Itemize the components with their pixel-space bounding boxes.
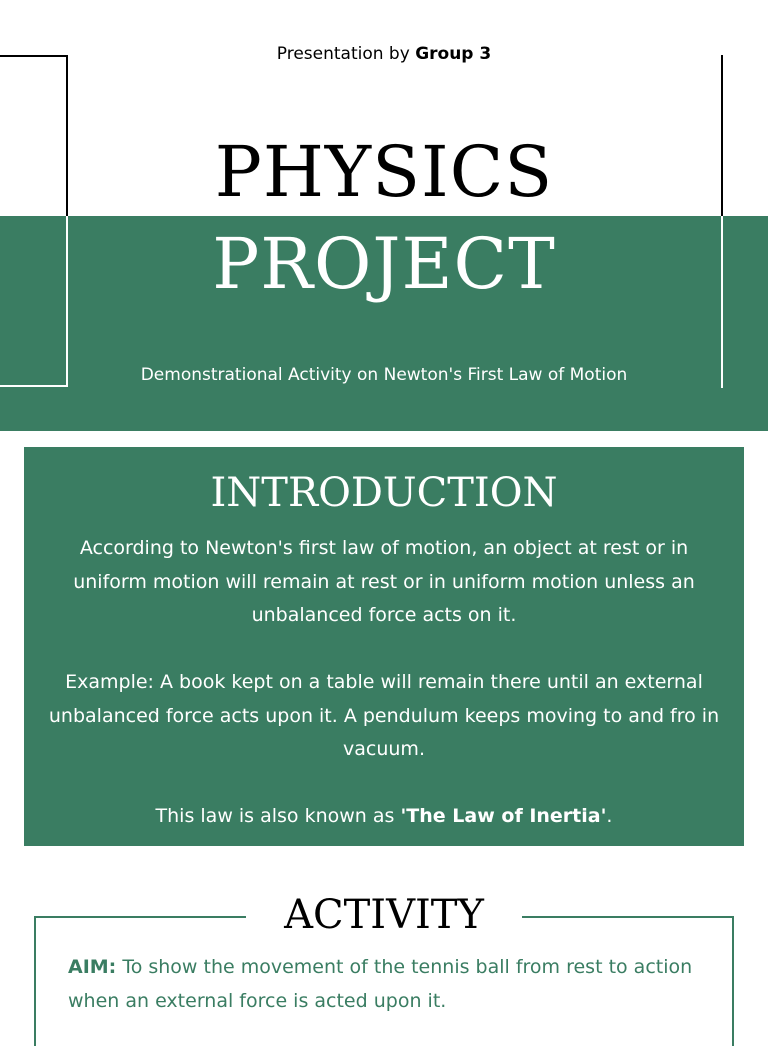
aim-label: AIM: — [68, 956, 117, 978]
introduction-paragraph-definition: According to Newton's first law of motion, an object at rest or in uniform motion will remain at rest or in uniform motion unless an unbalanced force acts on it. — [73, 537, 695, 626]
title-line-project: PROJECT — [212, 223, 556, 305]
presented-group: Group 3 — [415, 44, 492, 64]
introduction-paragraph-inertia — [44, 800, 724, 834]
inertia-prefix: This law is also known as — [155, 805, 401, 827]
presented-prefix: Presentation by — [276, 44, 416, 64]
introduction-paragraph-example: Example: A book kept on a table will remain there until an external unbalanced force acts upon it. A pendulum keeps moving to and fro in vacuum. — [48, 671, 720, 760]
activity-aim — [68, 951, 708, 1018]
activity-heading: ACTIVITY — [246, 888, 522, 942]
inertia-law-name: 'The Law of Inertia' — [400, 805, 607, 827]
introduction-heading: INTRODUCTION — [210, 470, 558, 516]
inertia-suffix: . — [606, 805, 613, 827]
presented-by-line — [0, 44, 768, 64]
title-line-physics: PHYSICS — [214, 131, 554, 213]
project-subtitle: Demonstrational Activity on Newton's First Law of Motion — [140, 365, 628, 385]
aim-text: To show the movement of the tennis ball from rest to action when an external force is acted upon it. — [68, 956, 693, 1012]
